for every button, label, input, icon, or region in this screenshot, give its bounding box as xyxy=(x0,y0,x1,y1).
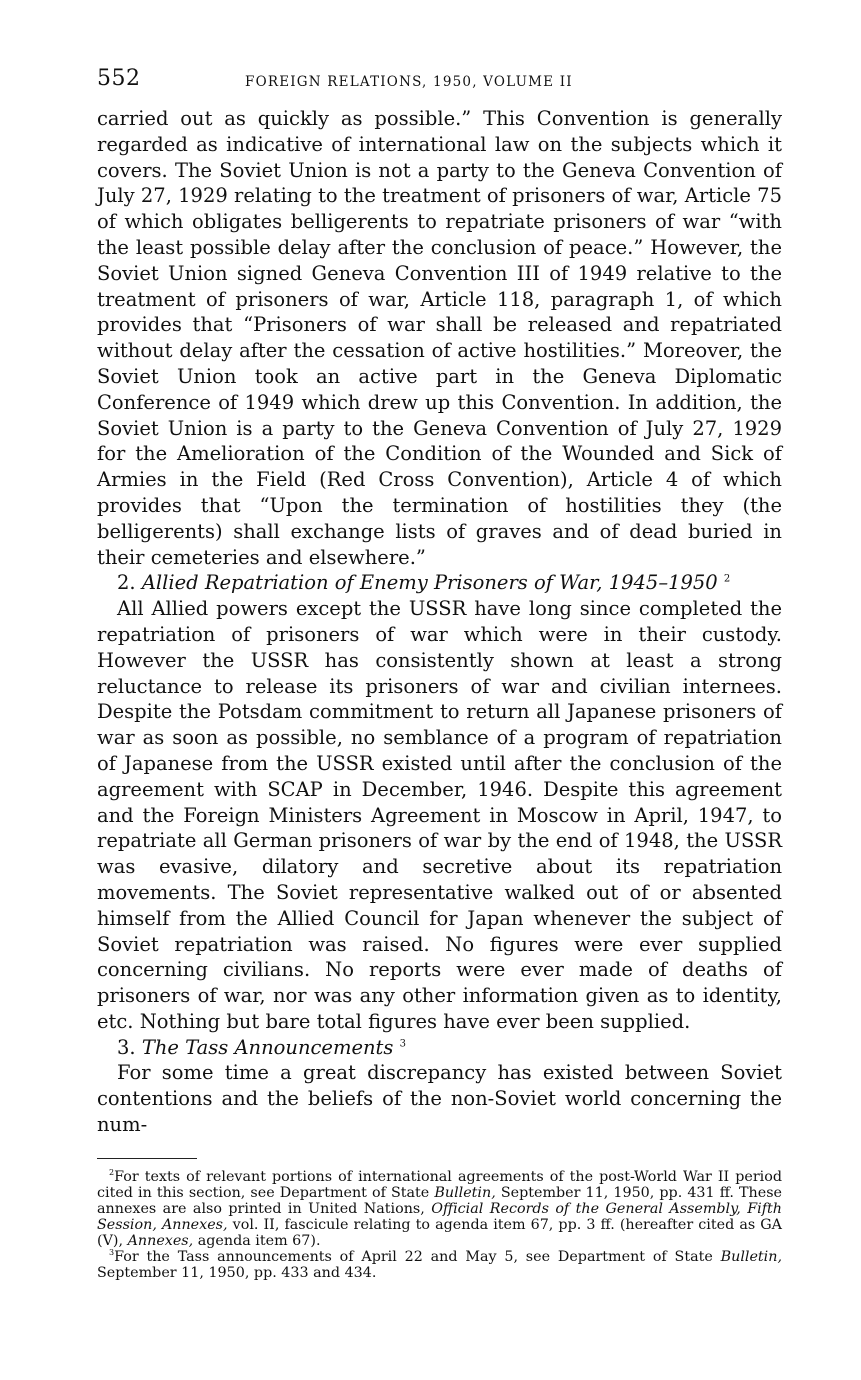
footnote-mark: 3 xyxy=(109,1248,115,1258)
document-page xyxy=(97,66,782,1281)
running-title: FOREIGN RELATIONS, 1950, VOLUME II xyxy=(245,74,573,90)
footnote-text: September 11, 1950, pp. 433 and 434. xyxy=(97,1264,377,1281)
paragraph-repatriation: All Allied powers except the USSR have long since completed the repatriation of prisoners of war which were in their custody. However the USSR has consistently shown at least a strong reluctance to release its prisoners of war and civilian internees. Despite the Potsdam commitment to return all Japanese prisoners of war as soon as possible, no semblance of a program of repatriation of Japanese from the USSR existed until after the conclusion of the agreement with SCAP in December, 1946. Despite this agreement and the Foreign Ministers Agreement in Moscow in April, 1947, to repatriate all German prisoners of war by the end of 1948, the USSR was evasive, dilatory and secretive about its repatriation movements. The Soviet representative walked out of or absented himself from the Allied Council for Japan whenever the subject of Soviet repatriation was raised. No figures were ever supplied concerning civilians. No reports were ever made of deaths of prisoners of war, nor was any other information given as to identity, etc. Nothing but bare total figures have ever been supplied. xyxy=(97,597,782,1033)
footnote-italic: Official Records of the General Assembly, Fifth Session, Annexes, xyxy=(97,1200,782,1233)
section-heading-3 xyxy=(97,1035,782,1061)
footnote-italic: Annexes, xyxy=(127,1232,194,1249)
section-number: 2. xyxy=(117,571,136,595)
body-text xyxy=(97,106,782,1138)
footnote-2 xyxy=(97,1169,782,1249)
section-title: Allied Repatriation of Enemy Prisoners of War, 1945–1950 xyxy=(141,571,718,595)
paragraph-continuation: carried out as quickly as possible.” This Convention is generally regarded as indicative of international law on the subjects which it covers. The Soviet Union is not a party to the Geneva Convention of July 27, 1929 relating to the treatment of prisoners of war, Article 75 of which obligates belligerents to repatriate prisoners of war “with the least possible delay after the conclusion of peace.” However, the Soviet Union signed Geneva Convention III of 1949 relative to the treatment of prisoners of war, Article 118, paragraph 1, of which provides that “Prisoners of war shall be released and repatriated without delay after the cessation of active hostilities.” Moreover, the Soviet Union took an active part in the Geneva Diplomatic Conference of 1949 which drew up this Convention. In addition, the Soviet Union is a party to the Geneva Convention of July 27, 1929 for the Amelioration of the Condition of the Wounded and Sick of Armies in the Field (Red Cross Convention), Article 4 of which provides that “Upon the termination of hostilities they (the belligerents) shall exchange lists of graves and of dead buried in their cemeteries and elsewhere.” xyxy=(97,107,782,569)
footnote-3 xyxy=(97,1249,782,1281)
page-header xyxy=(97,66,782,106)
page-number: 552 xyxy=(97,66,141,91)
footnote-ref: 2 xyxy=(723,573,731,585)
section-heading-2 xyxy=(97,570,782,596)
section-number: 3. xyxy=(117,1035,136,1059)
footnote-divider xyxy=(97,1158,197,1159)
footnote-text: agenda item 67). xyxy=(193,1232,321,1249)
footnote-text: For the Tass announcements of April 22 and May 5, see Department of State xyxy=(114,1248,721,1265)
section-title: The Tass Announcements xyxy=(141,1035,394,1059)
footnote-italic: Bulletin, xyxy=(720,1248,782,1265)
footnotes xyxy=(97,1169,782,1281)
footnote-text: For texts of relevant portions of international agreements of the post-World War II period cited in this section, see Department of State xyxy=(97,1168,782,1201)
footnote-text: vol. II, fascicule relating to agenda item 67, pp. 3 ff. (hereafter cited as GA (V), xyxy=(97,1216,783,1249)
paragraph-tass: For some time a great discrepancy has existed between Soviet contentions and the beliefs of the non-Soviet world concerning the num- xyxy=(97,1061,782,1137)
footnote-text: September 11, 1950, pp. 431 ff. These annexes are also printed in United Nations, xyxy=(97,1184,782,1217)
footnote-italic: Bulletin, xyxy=(434,1184,496,1201)
footnote-mark: 2 xyxy=(109,1168,115,1178)
footnote-ref: 3 xyxy=(399,1038,406,1050)
